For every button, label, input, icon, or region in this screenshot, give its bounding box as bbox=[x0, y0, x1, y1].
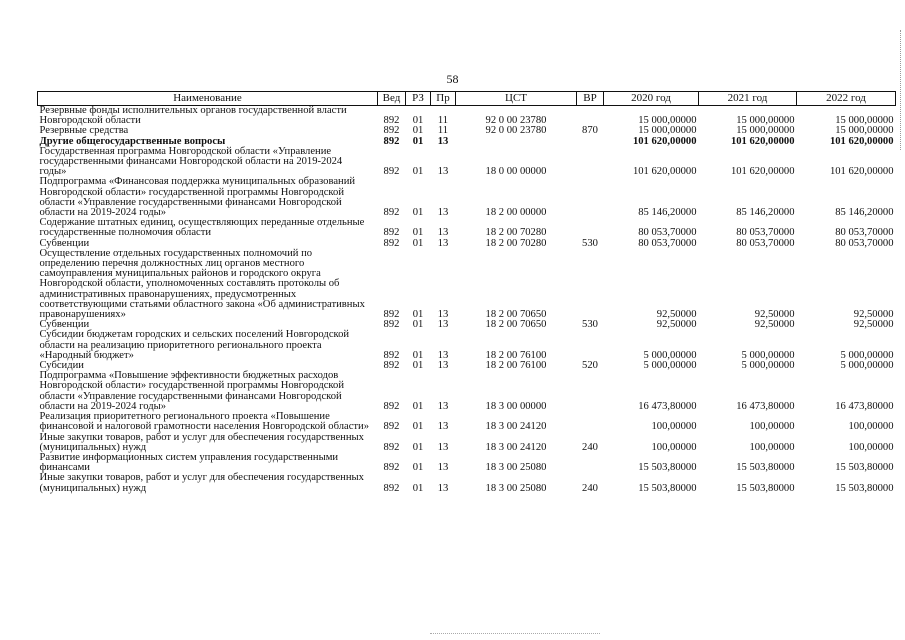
row-value-2022: 5 000,00000 bbox=[840, 360, 894, 372]
row-pr: 13 bbox=[437, 135, 449, 147]
row-pr: 13 bbox=[437, 237, 449, 249]
row-cst: 18 2 00 76100 bbox=[485, 360, 547, 372]
row-rz: 01 bbox=[412, 319, 424, 331]
scan-edge-mark bbox=[898, 30, 901, 150]
row-ved: 892 bbox=[383, 166, 400, 178]
row-cst: 18 2 00 76100 bbox=[485, 349, 547, 361]
row-value-2021: 15 503,80000 bbox=[736, 482, 795, 494]
row-ved: 892 bbox=[383, 319, 400, 331]
row-cst: 18 2 00 00000 bbox=[485, 207, 547, 219]
row-value-2021: 100,00000 bbox=[749, 441, 795, 453]
col-header-pr: Пр bbox=[431, 92, 456, 106]
row-pr: 13 bbox=[437, 400, 449, 412]
row-vr: 530 bbox=[582, 237, 598, 249]
row-vr bbox=[577, 218, 604, 238]
row-rz: 01 bbox=[412, 360, 424, 372]
row-rz: 01 bbox=[412, 227, 424, 239]
row-vr bbox=[577, 147, 604, 178]
row-vr bbox=[577, 371, 604, 412]
table-row bbox=[38, 106, 896, 127]
row-vr bbox=[577, 453, 604, 473]
row-value-2020: 92,50000 bbox=[656, 309, 697, 321]
row-pr: 13 bbox=[437, 227, 449, 239]
row-pr: 13 bbox=[437, 441, 449, 453]
row-pr: 11 bbox=[437, 125, 449, 137]
row-rz: 01 bbox=[412, 125, 424, 137]
row-value-2020: 85 146,20000 bbox=[638, 207, 697, 219]
row-vr: 530 bbox=[582, 319, 598, 331]
row-name: Резервные средства bbox=[39, 125, 129, 137]
row-cst: 92 0 00 23780 bbox=[485, 115, 547, 127]
row-name: Субвенции bbox=[39, 319, 90, 331]
row-name: Резервные фонды исполнительных органов государственной власти Новгородской области bbox=[39, 105, 347, 127]
row-name: Другие общегосударственные вопросы bbox=[39, 135, 226, 147]
row-value-2020: 92,50000 bbox=[656, 319, 697, 331]
row-value-2020: 16 473,80000 bbox=[638, 400, 697, 412]
row-rz: 01 bbox=[412, 400, 424, 412]
row-pr: 13 bbox=[437, 166, 449, 178]
row-vr: 520 bbox=[582, 360, 598, 372]
row-name: Осуществление отдельных государственных полномочий по определению перечня должностных лиц органов местного самоуправления муниципальных районов и городского округа Новгородской области, уполномоченных составлять протоколы об административных правонарушениях, предусмотренных соответствующими статьями областного закона «Об административных правонарушениях» bbox=[39, 247, 365, 321]
row-cst: 18 3 00 24120 bbox=[485, 441, 547, 453]
row-ved: 892 bbox=[383, 360, 400, 372]
table-row bbox=[38, 453, 896, 473]
row-cst: 18 2 00 70280 bbox=[485, 237, 547, 249]
row-cst: 18 2 00 70650 bbox=[485, 309, 547, 321]
row-name: Иные закупки товаров, работ и услуг для обеспечения государственных (муниципальных) нужд bbox=[39, 431, 364, 453]
table-row bbox=[38, 371, 896, 412]
row-vr bbox=[577, 137, 604, 147]
row-rz: 01 bbox=[412, 462, 424, 474]
row-cst: 18 2 00 70650 bbox=[485, 319, 547, 331]
row-value-2021: 100,00000 bbox=[749, 421, 795, 433]
row-vr: 240 bbox=[582, 482, 598, 494]
row-pr: 13 bbox=[437, 349, 449, 361]
row-value-2022: 15 000,00000 bbox=[835, 115, 894, 127]
row-vr bbox=[577, 177, 604, 218]
row-pr: 13 bbox=[437, 482, 449, 494]
row-cst: 18 3 00 00000 bbox=[485, 400, 547, 412]
row-value-2021: 92,50000 bbox=[754, 319, 795, 331]
table-body bbox=[38, 106, 896, 494]
row-value-2022: 92,50000 bbox=[853, 309, 894, 321]
row-value-2022: 5 000,00000 bbox=[840, 349, 894, 361]
table-row bbox=[38, 177, 896, 218]
col-header-rz: РЗ bbox=[406, 92, 431, 106]
row-pr: 13 bbox=[437, 360, 449, 372]
col-header-2022: 2022 год bbox=[797, 92, 896, 106]
row-cst: 18 2 00 70280 bbox=[485, 227, 547, 239]
row-value-2022: 15 503,80000 bbox=[835, 462, 894, 474]
row-vr: 870 bbox=[582, 125, 598, 137]
row-vr bbox=[577, 106, 604, 127]
row-name: Субвенции bbox=[39, 237, 90, 249]
row-value-2021: 80 053,70000 bbox=[736, 227, 795, 239]
row-rz: 01 bbox=[412, 441, 424, 453]
col-header-cst: ЦСТ bbox=[456, 92, 577, 106]
row-cst: 18 3 00 25080 bbox=[485, 462, 547, 474]
row-name: Государственная программа Новгородской области «Управление государственными финансами Новгородской области на 2019-2024 годы» bbox=[39, 145, 343, 178]
row-ved: 892 bbox=[383, 237, 400, 249]
row-pr: 13 bbox=[437, 309, 449, 321]
row-pr: 13 bbox=[437, 319, 449, 331]
row-name: Подпрограмма «Финансовая поддержка муниципальных образований Новгородской области» государственной программы Новгородской области «Управление государственными финансами Новгородской области на 2019-2024 годы» bbox=[39, 176, 356, 219]
row-value-2020: 101 620,00000 bbox=[632, 166, 697, 178]
row-rz: 01 bbox=[412, 135, 424, 147]
row-value-2022: 80 053,70000 bbox=[835, 227, 894, 239]
row-value-2021: 5 000,00000 bbox=[741, 360, 795, 372]
row-ved: 892 bbox=[383, 400, 400, 412]
row-value-2022: 101 620,00000 bbox=[829, 135, 894, 147]
col-header-2021: 2021 год bbox=[699, 92, 797, 106]
row-rz: 01 bbox=[412, 349, 424, 361]
row-value-2022: 85 146,20000 bbox=[835, 207, 894, 219]
row-ved: 892 bbox=[383, 441, 400, 453]
table-row bbox=[38, 473, 896, 493]
row-rz: 01 bbox=[412, 115, 424, 127]
row-ved: 892 bbox=[383, 207, 400, 219]
row-value-2020: 15 503,80000 bbox=[638, 482, 697, 494]
row-value-2022: 15 000,00000 bbox=[835, 125, 894, 137]
row-ved: 892 bbox=[383, 115, 400, 127]
row-ved: 892 bbox=[383, 135, 400, 147]
row-value-2021: 101 620,00000 bbox=[730, 135, 795, 147]
row-rz: 01 bbox=[412, 421, 424, 433]
row-rz: 01 bbox=[412, 309, 424, 321]
row-value-2020: 15 000,00000 bbox=[638, 125, 697, 137]
row-cst: 18 0 00 00000 bbox=[485, 166, 547, 178]
row-pr: 13 bbox=[437, 421, 449, 433]
row-vr bbox=[577, 330, 604, 361]
row-value-2022: 80 053,70000 bbox=[835, 237, 894, 249]
row-name: Иные закупки товаров, работ и услуг для обеспечения государственных (муниципальных) нужд bbox=[39, 472, 364, 494]
row-rz: 01 bbox=[412, 207, 424, 219]
budget-table bbox=[37, 91, 896, 494]
row-vr bbox=[577, 249, 604, 320]
row-vr bbox=[577, 412, 604, 432]
scan-bottom-mark bbox=[430, 633, 600, 634]
row-value-2020: 15 503,80000 bbox=[638, 462, 697, 474]
row-ved: 892 bbox=[383, 349, 400, 361]
row-name: Реализация приоритетного регионального проекта «Повышение финансовой и налоговой грамотности населения Новгородской области» bbox=[39, 411, 370, 433]
row-value-2021: 15 503,80000 bbox=[736, 462, 795, 474]
row-value-2020: 100,00000 bbox=[651, 441, 697, 453]
row-value-2020: 5 000,00000 bbox=[643, 360, 697, 372]
row-value-2022: 16 473,80000 bbox=[835, 400, 894, 412]
row-ved: 892 bbox=[383, 227, 400, 239]
table-row bbox=[38, 147, 896, 178]
row-value-2020: 15 000,00000 bbox=[638, 115, 697, 127]
table-row bbox=[38, 433, 896, 453]
row-name: Содержание штатных единиц, осуществляющих переданные отдельные государственные полномочия области bbox=[39, 217, 365, 239]
row-name: Субсидии бюджетам городских и сельских поселений Новгородской области на реализацию приоритетного регионального проекта «Народный бюджет» bbox=[39, 329, 350, 361]
row-value-2021: 5 000,00000 bbox=[741, 349, 795, 361]
table-row bbox=[38, 249, 896, 320]
row-value-2022: 100,00000 bbox=[848, 441, 894, 453]
row-rz: 01 bbox=[412, 237, 424, 249]
row-cst: 18 3 00 24120 bbox=[485, 421, 547, 433]
row-value-2021: 16 473,80000 bbox=[736, 400, 795, 412]
row-pr: 13 bbox=[437, 462, 449, 474]
row-cst: 18 3 00 25080 bbox=[485, 482, 547, 494]
row-ved: 892 bbox=[383, 309, 400, 321]
row-value-2022: 101 620,00000 bbox=[829, 166, 894, 178]
row-value-2021: 15 000,00000 bbox=[736, 125, 795, 137]
row-value-2020: 101 620,00000 bbox=[632, 135, 697, 147]
row-value-2022: 100,00000 bbox=[848, 421, 894, 433]
row-ved: 892 bbox=[383, 462, 400, 474]
row-value-2021: 15 000,00000 bbox=[736, 115, 795, 127]
row-name: Развитие информационных систем управления государственными финансами bbox=[39, 451, 339, 474]
table-row bbox=[38, 218, 896, 238]
row-value-2022: 92,50000 bbox=[853, 319, 894, 331]
row-value-2022: 15 503,80000 bbox=[835, 482, 894, 494]
col-header-ved: Вед bbox=[378, 92, 406, 106]
table-header-row bbox=[38, 92, 896, 106]
col-header-vr: ВР bbox=[577, 92, 604, 106]
row-value-2020: 100,00000 bbox=[651, 421, 697, 433]
row-pr: 11 bbox=[437, 115, 449, 127]
table-row bbox=[38, 412, 896, 432]
row-value-2020: 80 053,70000 bbox=[638, 227, 697, 239]
col-header-2020: 2020 год bbox=[604, 92, 699, 106]
col-header-name: Наименование bbox=[38, 92, 378, 106]
row-name: Субсидии bbox=[39, 360, 84, 372]
row-vr: 240 bbox=[582, 441, 598, 453]
row-ved: 892 bbox=[383, 421, 400, 433]
row-ved: 892 bbox=[383, 125, 400, 137]
row-value-2021: 101 620,00000 bbox=[730, 166, 795, 178]
table-row bbox=[38, 330, 896, 361]
row-value-2021: 92,50000 bbox=[754, 309, 795, 321]
page-number: 58 bbox=[446, 72, 459, 86]
row-value-2021: 80 053,70000 bbox=[736, 237, 795, 249]
row-value-2020: 80 053,70000 bbox=[638, 237, 697, 249]
row-pr: 13 bbox=[437, 207, 449, 219]
row-rz: 01 bbox=[412, 166, 424, 178]
row-value-2021: 85 146,20000 bbox=[736, 207, 795, 219]
row-value-2020: 5 000,00000 bbox=[643, 349, 697, 361]
row-name: Подпрограмма «Повышение эффективности бюджетных расходов Новгородской области» государственной программы Новгородской области «Управление государственными финансами Новгородской области на 2019-2024 годы» bbox=[39, 370, 345, 412]
row-cst bbox=[456, 137, 577, 147]
row-rz: 01 bbox=[412, 482, 424, 494]
row-cst: 92 0 00 23780 bbox=[485, 125, 547, 137]
row-ved: 892 bbox=[383, 482, 400, 494]
